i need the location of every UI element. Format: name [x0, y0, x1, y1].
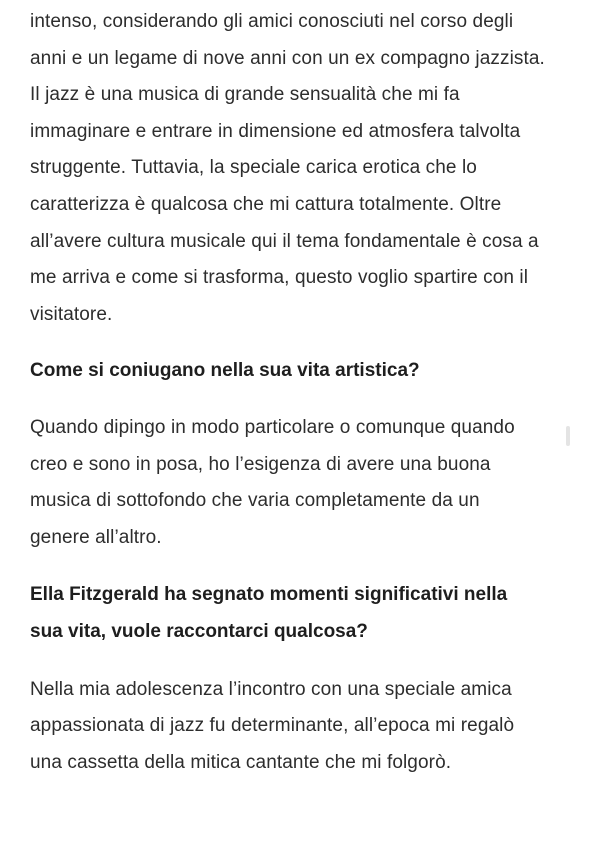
answer-paragraph-3	[30, 672, 578, 782]
text-line: caratterizza è qualcosa che mi cattura totalmente. Oltre	[30, 193, 502, 215]
scroll-indicator[interactable]	[566, 426, 570, 446]
answer-paragraph-1	[30, 4, 578, 333]
text-line: struggente. Tuttavia, la speciale carica erotica che lo	[30, 157, 477, 179]
text-line: Nella mia adolescenza l’incontro con una speciale amica	[30, 678, 512, 700]
text-line: anni e un legame di nove anni con un ex compagno jazzista.	[30, 47, 545, 69]
question-line: Ella Fitzgerald ha segnato momenti significativi nella	[30, 584, 508, 606]
text-line: immaginare e entrare in dimensione ed atmosfera talvolta	[30, 120, 521, 142]
text-line: appassionata di jazz fu determinante, all’epoca mi regalò	[30, 715, 515, 737]
text-line: creo e sono in posa, ho l’esigenza di avere una buona	[30, 453, 491, 475]
question-line: sua vita, vuole raccontarci qualcosa?	[30, 620, 368, 642]
text-line: me arriva e come si trasforma, questo voglio spartire con il	[30, 267, 529, 289]
text-line: intenso, considerando gli amici conosciuti nel corso degli	[30, 11, 514, 32]
text-line: genere all’altro.	[30, 526, 162, 548]
article-body	[30, 4, 578, 781]
answer-paragraph-2	[30, 410, 578, 556]
text-line: Il jazz è una musica di grande sensualità che mi fa	[30, 84, 460, 106]
text-line: musica di sottofondo che varia completamente da un	[30, 490, 480, 512]
question-line: Come si coniugano nella sua vita artistica?	[30, 360, 420, 382]
interview-question-2	[30, 577, 578, 650]
text-line: una cassetta della mitica cantante che mi folgorò.	[30, 751, 452, 773]
text-line: Quando dipingo in modo particolare o comunque quando	[30, 416, 515, 438]
interview-question-1	[30, 353, 578, 390]
text-line: all’avere cultura musicale qui il tema fondamentale è cosa a	[30, 230, 539, 252]
text-line: visitatore.	[30, 303, 113, 325]
